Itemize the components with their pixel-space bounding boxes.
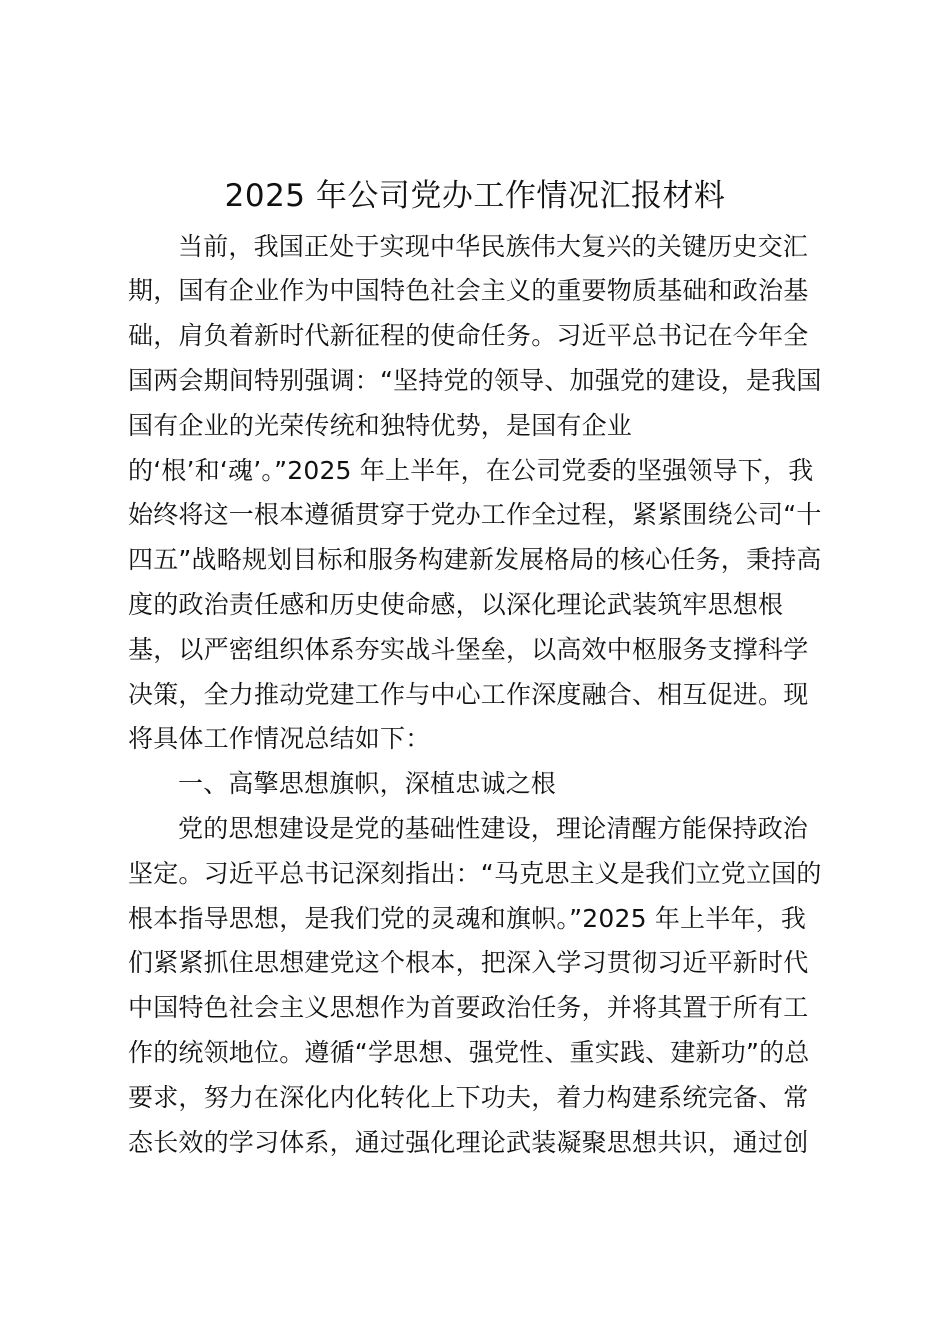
paragraph-line: 四五”战略规划目标和服务构建新发展格局的核心任务，秉持高 bbox=[128, 545, 822, 574]
paragraph-line: 要求，努力在深化内化转化上下功夫，着力构建系统完备、常 bbox=[128, 1083, 809, 1112]
paragraph-line: 当前，我国正处于实现中华民族伟大复兴的关键历史交汇 bbox=[178, 232, 809, 261]
paragraph-line: 将具体工作情况总结如下： bbox=[128, 724, 431, 753]
paragraph-line: 们紧紧抓住思想建党这个根本，把深入学习贯彻习近平新时代 bbox=[128, 948, 809, 977]
paragraph-line: 作的统领地位。遵循“学思想、强党性、重实践、建新功”的总 bbox=[128, 1038, 810, 1067]
paragraph-line: 始终将这一根本遵循贯穿于党办工作全过程，紧紧围绕公司“十 bbox=[128, 500, 822, 529]
paragraph-line: 国两会期间特别强调：“坚持党的领导、加强党的建设，是我国 bbox=[128, 366, 822, 395]
document-title: 2025 年公司党办工作情况汇报材料 bbox=[224, 178, 726, 214]
paragraph-line: 度的政治责任感和历史使命感，以深化理论武装筑牢思想根 bbox=[128, 590, 784, 619]
paragraph-line: 根本指导思想，是我们党的灵魂和旗帜。”2025 年上半年，我 bbox=[128, 904, 807, 933]
paragraph-line: 国有企业的光荣传统和独特优势，是国有企业 bbox=[128, 411, 633, 440]
paragraph-line: 基，以严密组织体系夯实战斗堡垒，以高效中枢服务支撑科学 bbox=[128, 635, 809, 664]
paragraph-line: 中国特色社会主义思想作为首要政治任务，并将其置于所有工 bbox=[128, 993, 809, 1022]
paragraph-line: 决策，全力推动党建工作与中心工作深度融合、相互促进。现 bbox=[128, 680, 809, 709]
paragraph-line: 的‘根’和‘魂’。”2025 年上半年，在公司党委的坚强领导下，我 bbox=[128, 456, 814, 485]
section-heading: 一、高擎思想旗帜，深植忠诚之根 bbox=[178, 769, 557, 798]
paragraph-line: 期，国有企业作为中国特色社会主义的重要物质基础和政治基 bbox=[128, 276, 809, 305]
paragraph-line: 坚定。习近平总书记深刻指出：“马克思主义是我们立党立国的 bbox=[128, 859, 822, 888]
paragraph-line: 党的思想建设是党的基础性建设，理论清醒方能保持政治 bbox=[178, 814, 809, 843]
paragraph-line: 态长效的学习体系，通过强化理论武装凝聚思想共识，通过创 bbox=[128, 1128, 809, 1157]
paragraph-line: 础，肩负着新时代新征程的使命任务。习近平总书记在今年全 bbox=[128, 321, 809, 350]
